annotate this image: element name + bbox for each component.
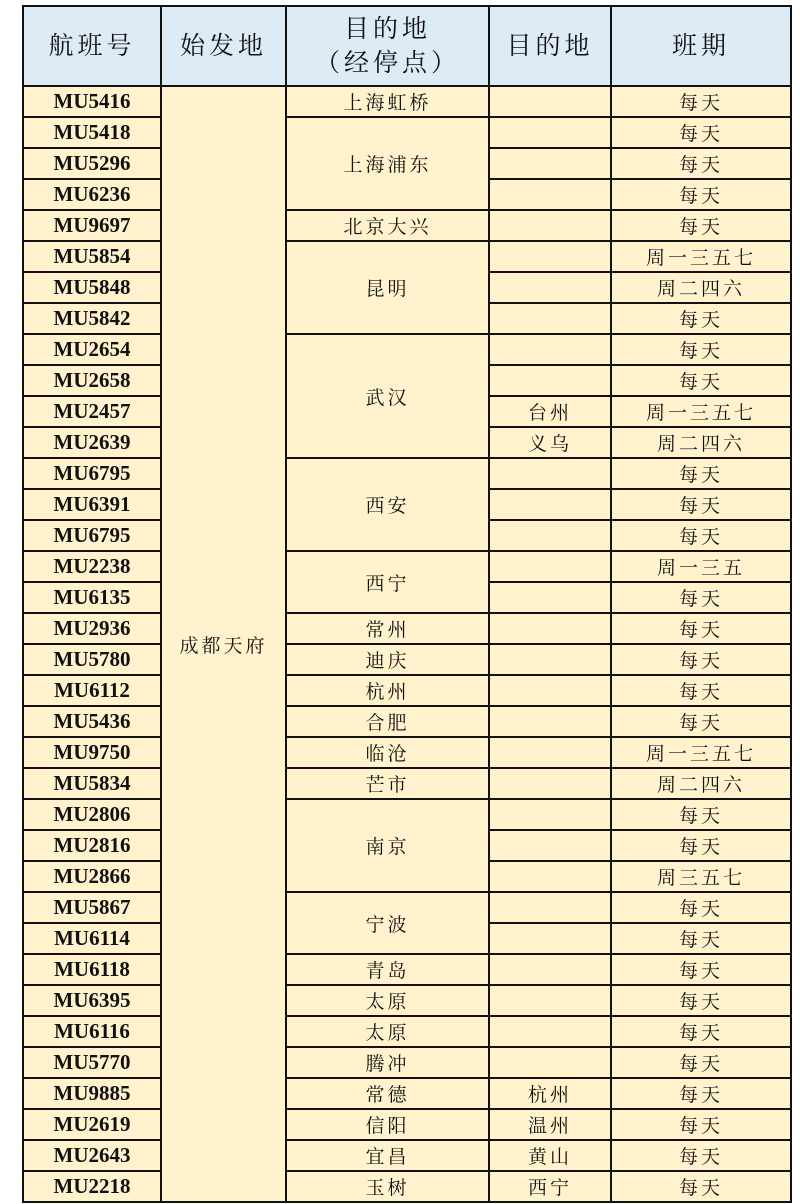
table-row	[23, 551, 791, 582]
destination-cell	[489, 458, 611, 489]
destination-cell	[489, 892, 611, 923]
destination-cell	[489, 365, 611, 396]
header-flight: 航班号	[23, 6, 161, 86]
flight-number-cell: MU6236	[23, 179, 161, 210]
table-row	[23, 1078, 791, 1109]
table-row	[23, 86, 791, 117]
schedule-cell: 周二四六	[611, 427, 791, 458]
stopover-cell: 太原	[286, 985, 489, 1016]
schedule-cell: 周二四六	[611, 272, 791, 303]
destination-cell	[489, 303, 611, 334]
destination-cell	[489, 799, 611, 830]
schedule-cell: 每天	[611, 1047, 791, 1078]
flight-number-cell: MU5842	[23, 303, 161, 334]
schedule-cell: 每天	[611, 489, 791, 520]
destination-cell	[489, 861, 611, 892]
destination-cell	[489, 489, 611, 520]
destination-cell	[489, 551, 611, 582]
stopover-cell: 迪庆	[286, 644, 489, 675]
flight-number-cell: MU6395	[23, 985, 161, 1016]
flight-number-cell: MU9885	[23, 1078, 161, 1109]
destination-cell	[489, 644, 611, 675]
stopover-cell: 南京	[286, 799, 489, 892]
header-row	[23, 6, 791, 86]
table-row	[23, 1140, 791, 1171]
flight-schedule-table	[22, 5, 792, 1203]
destination-cell	[489, 179, 611, 210]
table-row	[23, 644, 791, 675]
flight-number-cell: MU9750	[23, 737, 161, 768]
schedule-cell: 周一三五	[611, 551, 791, 582]
schedule-cell: 每天	[611, 923, 791, 954]
table-row	[23, 117, 791, 148]
header-schedule: 班期	[611, 6, 791, 86]
flight-number-cell: MU2643	[23, 1140, 161, 1171]
stopover-cell: 昆明	[286, 241, 489, 334]
schedule-cell: 每天	[611, 892, 791, 923]
stopover-cell: 常州	[286, 613, 489, 644]
table-row	[23, 768, 791, 799]
header-destination: 目的地	[489, 6, 611, 86]
table-row	[23, 241, 791, 272]
destination-cell	[489, 148, 611, 179]
table-row	[23, 706, 791, 737]
destination-cell	[489, 582, 611, 613]
header-stop-line2: （经停点）	[314, 48, 460, 77]
stopover-cell: 上海浦东	[286, 117, 489, 210]
flight-number-cell: MU5418	[23, 117, 161, 148]
stopover-cell: 腾冲	[286, 1047, 489, 1078]
destination-cell	[489, 923, 611, 954]
destination-cell	[489, 1016, 611, 1047]
flight-number-cell: MU6114	[23, 923, 161, 954]
flight-number-cell: MU5296	[23, 148, 161, 179]
flight-number-cell: MU5416	[23, 86, 161, 117]
table-row	[23, 737, 791, 768]
schedule-cell: 每天	[611, 644, 791, 675]
destination-cell: 西宁	[489, 1171, 611, 1202]
table-row	[23, 1016, 791, 1047]
destination-cell	[489, 985, 611, 1016]
schedule-cell: 周一三五七	[611, 737, 791, 768]
header-stop	[286, 6, 489, 86]
flight-number-cell: MU6391	[23, 489, 161, 520]
flight-number-cell: MU2658	[23, 365, 161, 396]
schedule-cell: 每天	[611, 830, 791, 861]
destination-cell	[489, 737, 611, 768]
destination-cell	[489, 86, 611, 117]
flight-number-cell: MU6112	[23, 675, 161, 706]
destination-cell	[489, 520, 611, 551]
flight-number-cell: MU2654	[23, 334, 161, 365]
schedule-cell: 每天	[611, 148, 791, 179]
flight-number-cell: MU5770	[23, 1047, 161, 1078]
stopover-cell: 宁波	[286, 892, 489, 954]
stopover-cell: 宜昌	[286, 1140, 489, 1171]
stopover-cell: 信阳	[286, 1109, 489, 1140]
origin-cell: 成都天府	[161, 86, 286, 1202]
table-row	[23, 613, 791, 644]
flight-number-cell: MU2806	[23, 799, 161, 830]
flight-number-cell: MU5867	[23, 892, 161, 923]
schedule-cell: 每天	[611, 458, 791, 489]
table-row	[23, 334, 791, 365]
table-row	[23, 1171, 791, 1202]
schedule-cell: 每天	[611, 520, 791, 551]
schedule-cell: 每天	[611, 1109, 791, 1140]
flight-number-cell: MU6118	[23, 954, 161, 985]
schedule-cell: 周一三五七	[611, 241, 791, 272]
table-row	[23, 675, 791, 706]
table-row	[23, 799, 791, 830]
table-row	[23, 1047, 791, 1078]
stopover-cell: 北京大兴	[286, 210, 489, 241]
destination-cell	[489, 706, 611, 737]
destination-cell	[489, 1047, 611, 1078]
table-row	[23, 210, 791, 241]
schedule-cell: 每天	[611, 985, 791, 1016]
schedule-cell: 每天	[611, 334, 791, 365]
flight-number-cell: MU2866	[23, 861, 161, 892]
schedule-cell: 每天	[611, 582, 791, 613]
flight-number-cell: MU5436	[23, 706, 161, 737]
table-row	[23, 458, 791, 489]
stopover-cell: 临沧	[286, 737, 489, 768]
table-row	[23, 1109, 791, 1140]
flight-number-cell: MU2816	[23, 830, 161, 861]
stopover-cell: 西宁	[286, 551, 489, 613]
destination-cell	[489, 954, 611, 985]
destination-cell: 杭州	[489, 1078, 611, 1109]
header-origin: 始发地	[161, 6, 286, 86]
flight-number-cell: MU5854	[23, 241, 161, 272]
table-row	[23, 892, 791, 923]
flight-number-cell: MU5834	[23, 768, 161, 799]
schedule-cell: 周二四六	[611, 768, 791, 799]
stopover-cell: 杭州	[286, 675, 489, 706]
stopover-cell: 芒市	[286, 768, 489, 799]
schedule-cell: 每天	[611, 675, 791, 706]
schedule-cell: 每天	[611, 1171, 791, 1202]
stopover-cell: 武汉	[286, 334, 489, 458]
destination-cell	[489, 334, 611, 365]
destination-cell	[489, 272, 611, 303]
schedule-cell: 每天	[611, 210, 791, 241]
flight-number-cell: MU6795	[23, 458, 161, 489]
header-stop-line1: 目的地	[343, 14, 431, 43]
schedule-cell: 每天	[611, 365, 791, 396]
schedule-cell: 每天	[611, 1078, 791, 1109]
destination-cell: 义乌	[489, 427, 611, 458]
stopover-cell: 太原	[286, 1016, 489, 1047]
flight-number-cell: MU2639	[23, 427, 161, 458]
schedule-cell: 每天	[611, 799, 791, 830]
flight-number-cell: MU2218	[23, 1171, 161, 1202]
flight-number-cell: MU6135	[23, 582, 161, 613]
flight-number-cell: MU6795	[23, 520, 161, 551]
destination-cell: 温州	[489, 1109, 611, 1140]
schedule-cell: 周三五七	[611, 861, 791, 892]
destination-cell	[489, 768, 611, 799]
schedule-cell: 每天	[611, 1140, 791, 1171]
flight-number-cell: MU2238	[23, 551, 161, 582]
schedule-cell: 每天	[611, 117, 791, 148]
flight-number-cell: MU2457	[23, 396, 161, 427]
flight-number-cell: MU9697	[23, 210, 161, 241]
flight-number-cell: MU2619	[23, 1109, 161, 1140]
flight-number-cell: MU6116	[23, 1016, 161, 1047]
schedule-cell: 每天	[611, 179, 791, 210]
destination-cell: 台州	[489, 396, 611, 427]
schedule-cell: 每天	[611, 303, 791, 334]
destination-cell	[489, 675, 611, 706]
stopover-cell: 上海虹桥	[286, 86, 489, 117]
table-row	[23, 985, 791, 1016]
schedule-cell: 周一三五七	[611, 396, 791, 427]
table-row	[23, 954, 791, 985]
schedule-cell: 每天	[611, 1016, 791, 1047]
schedule-cell: 每天	[611, 613, 791, 644]
stopover-cell: 合肥	[286, 706, 489, 737]
stopover-cell: 西安	[286, 458, 489, 551]
destination-cell	[489, 830, 611, 861]
destination-cell	[489, 210, 611, 241]
schedule-cell: 每天	[611, 954, 791, 985]
flight-number-cell: MU5848	[23, 272, 161, 303]
schedule-cell: 每天	[611, 86, 791, 117]
stopover-cell: 青岛	[286, 954, 489, 985]
schedule-cell: 每天	[611, 706, 791, 737]
flight-number-cell: MU5780	[23, 644, 161, 675]
flight-number-cell: MU2936	[23, 613, 161, 644]
destination-cell	[489, 241, 611, 272]
stopover-cell: 常德	[286, 1078, 489, 1109]
stopover-cell: 玉树	[286, 1171, 489, 1202]
destination-cell: 黄山	[489, 1140, 611, 1171]
destination-cell	[489, 117, 611, 148]
destination-cell	[489, 613, 611, 644]
